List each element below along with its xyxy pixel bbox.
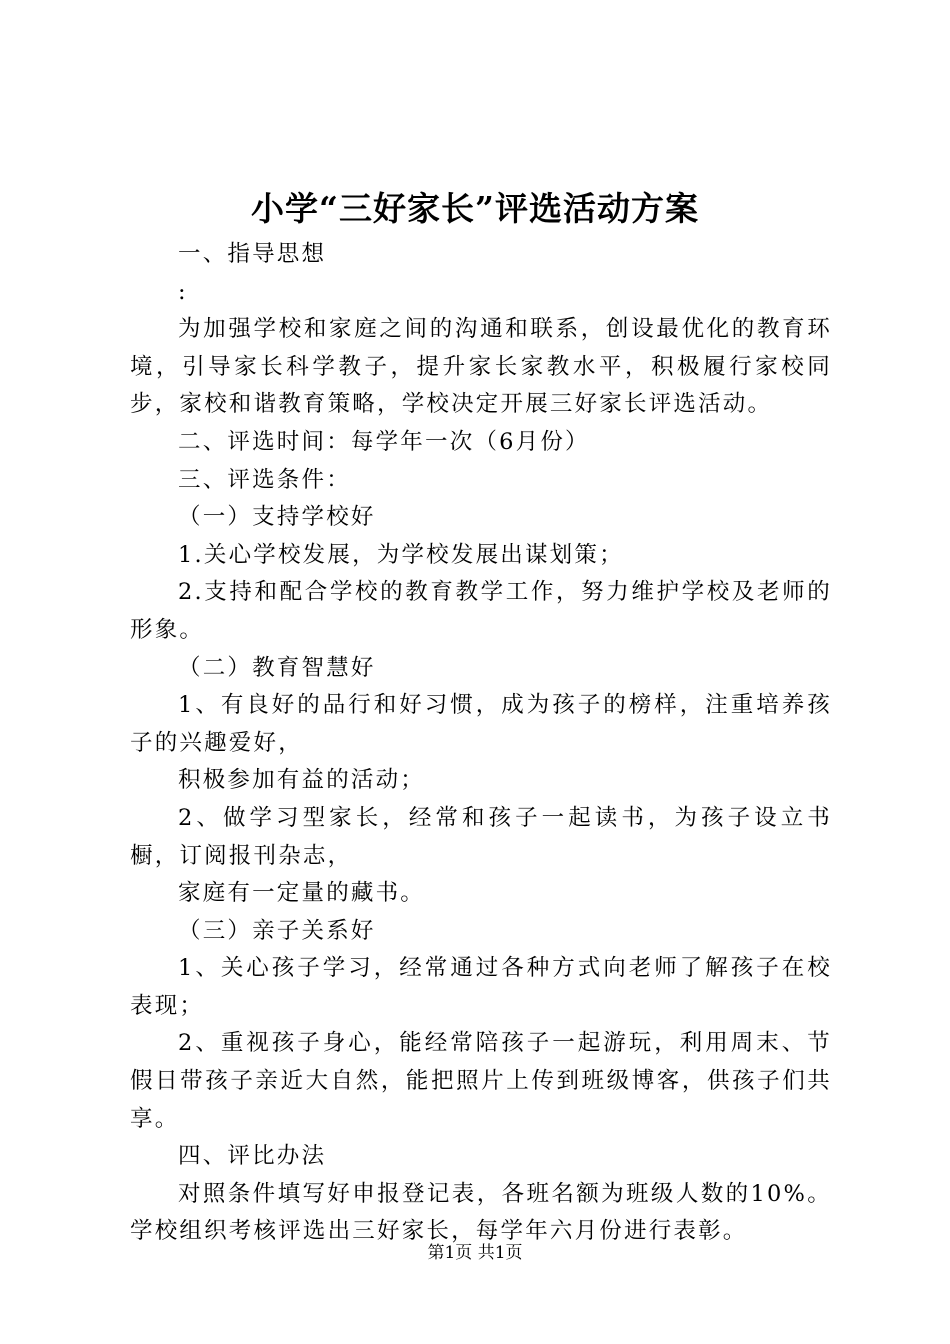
colon-line: : xyxy=(178,278,188,305)
intro-paragraph: 为加强学校和家庭之间的沟通和联系，创设最优化的教育环境，引导家长科学教子，提升家长家教水平，积极履行家校同步，家校和谐教育策略，学校决定开展三好家长评选活动。 xyxy=(130,316,832,418)
subheading-support-school: （一）支持学校好 xyxy=(178,504,376,531)
section-heading-selection-criteria: 三、评选条件： xyxy=(178,466,351,493)
subheading-parent-child: （三）亲子关系好 xyxy=(178,917,376,944)
document-title: 小学“三好家长”评选活动方案 xyxy=(251,189,699,228)
criteria-item-continued: 积极参加有益的活动； xyxy=(178,767,426,794)
section-heading-evaluation-method: 四、评比办法 xyxy=(178,1143,327,1170)
criteria-item: 2.支持和配合学校的教育教学工作，努力维护学校及老师的形象。 xyxy=(130,579,832,643)
criteria-item-continued: 家庭有一定量的藏书。 xyxy=(178,880,426,907)
section-heading-guiding-ideology: 一、指导思想 xyxy=(178,241,327,267)
criteria-item: 1、关心孩子学习，经常通过各种方式向老师了解孩子在校表现； xyxy=(130,955,832,1019)
document-body xyxy=(130,236,832,1251)
section-heading-selection-time: 二、评选时间：每学年一次（6月份） xyxy=(178,428,590,455)
criteria-item: 2、重视孩子身心，能经常陪孩子一起游玩，利用周末、节假日带孩子亲近大自然，能把照片上传到班级博客，供孩子们共享。 xyxy=(130,1030,832,1132)
page-footer: 第1页 共1页 xyxy=(427,1243,523,1263)
subheading-education-wisdom: （二）教育智慧好 xyxy=(178,654,376,681)
criteria-item: 1、有良好的品行和好习惯，成为孩子的榜样，注重培养孩子的兴趣爱好， xyxy=(130,692,832,756)
criteria-item: 2、做学习型家长，经常和孩子一起读书，为孩子设立书橱，订阅报刊杂志， xyxy=(130,804,832,869)
criteria-item: 1.关心学校发展，为学校发展出谋划策； xyxy=(178,541,624,568)
evaluation-paragraph: 对照条件填写好申报登记表，各班名额为班级人数的10%。学校组织考核评选出三好家长，每学年六月份进行表彰。 xyxy=(130,1180,832,1245)
